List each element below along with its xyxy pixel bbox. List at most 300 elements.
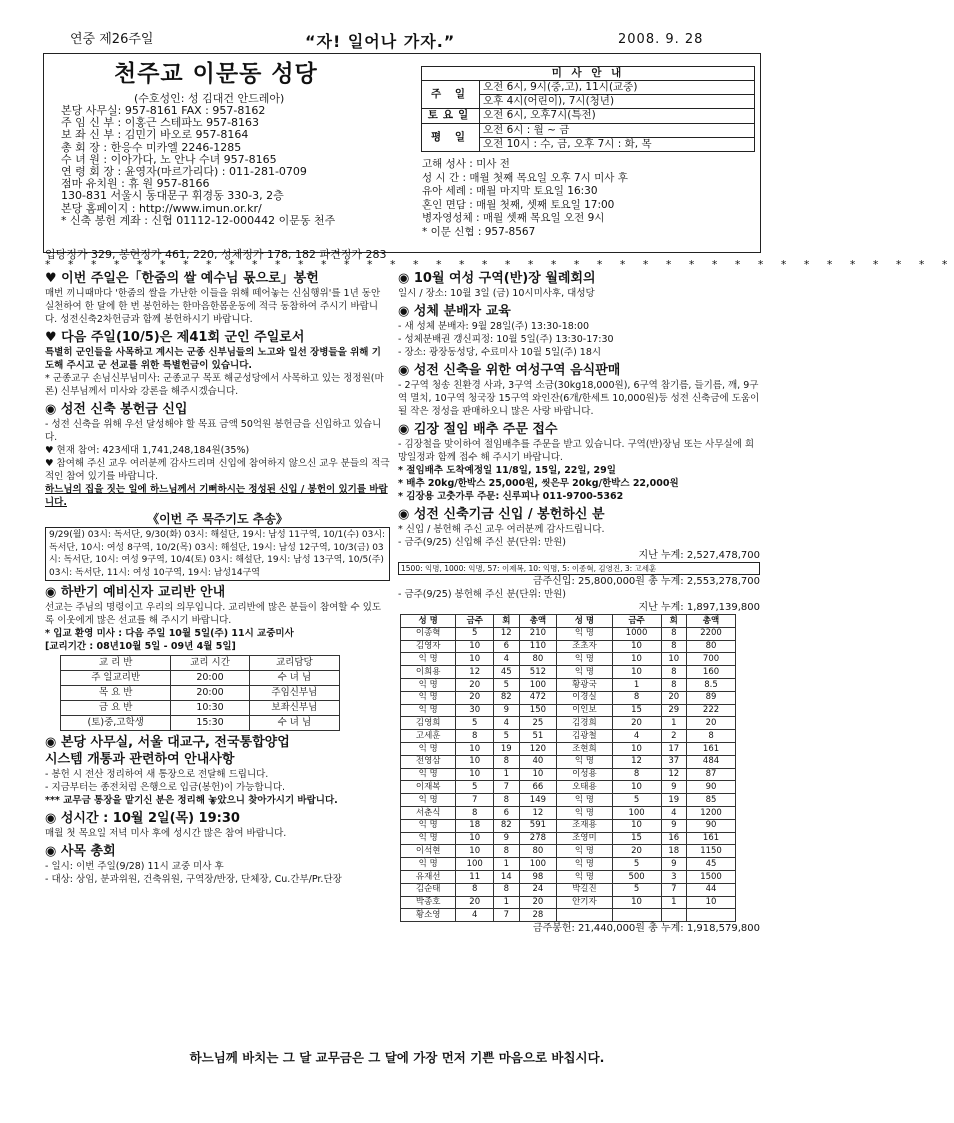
table-cell: 8 (494, 845, 520, 858)
table-cell: 44 (687, 883, 736, 896)
table-cell: 24 (519, 883, 557, 896)
table-cell: 12 (612, 755, 661, 768)
military-sunday-notice (45, 329, 390, 398)
mass-time: 오전 6시, 오후7시(특전) (480, 109, 755, 123)
table-cell: 87 (687, 768, 736, 781)
table-cell: 주 일교리반 (61, 671, 171, 686)
table-cell: 10 (612, 666, 661, 679)
rosary-schedule: 9/29(월) 03시: 독서단, 9/30(화) 03시: 해설단, 19시: 남성 11구역, 10/1(수) 03시: 독서단, 10시: 여성 8구역, 10/2(목) 03시: 해설단, 19시: 남성 12구역, 10/3(금) 03시: 독서단, 10시: 여성 9구역, 10/4(토) 03시: 해설단, 19시: 남성 13구역, 10/5(주) 03시: 독서단, 11시: 여성 10구역, 19시: 남성14구역 (45, 527, 390, 581)
table-cell: 익 명 (557, 806, 612, 819)
contact-line: 수 녀 원 : 이아가다, 노 안나 수녀 957-8165 (61, 152, 277, 166)
table-cell: (토)중,고학생 (61, 716, 171, 731)
section-bold: 특별히 군인들을 사목하고 계시는 군종 신부님들의 노고와 일선 장병들을 위해 기도해 주시고 군 선교를 위한 특별헌금이 있습니다. (45, 347, 381, 371)
table-cell: 66 (519, 781, 557, 794)
homepage-line: 본당 홈페이지 : http://www.imun.or.kr/ (61, 201, 262, 215)
table-cell: 이석현 (401, 845, 456, 858)
week-pledge-sum: 금주신입: 25,800,000원 총 누계: 2,553,278,700 (532, 576, 760, 587)
table-row (401, 730, 736, 743)
table-cell: 익 명 (557, 755, 612, 768)
theme-motto: “자! 일어나 가자.” (305, 32, 456, 51)
section-line: - 지금부터는 종전처럼 은행으로 입금(봉헌)이 가능합니다. (45, 782, 286, 793)
table-cell: 10 (456, 845, 494, 858)
table-cell: 472 (519, 691, 557, 704)
table-cell: 14 (494, 870, 520, 883)
table-cell: 15:30 (171, 716, 249, 731)
table-cell: 484 (687, 755, 736, 768)
table-cell: 8 (612, 691, 661, 704)
table-cell: 총액 (519, 615, 557, 628)
table-cell: 150 (519, 704, 557, 717)
table-cell: 10 (612, 653, 661, 666)
table-cell: 김영희 (401, 717, 456, 730)
table-cell: 20 (456, 896, 494, 909)
table-cell: 회 (494, 615, 520, 628)
table-cell: 8 (661, 627, 687, 640)
table-cell: 7 (494, 909, 520, 922)
table-cell: 익 명 (401, 768, 456, 781)
rice-offering-notice (45, 270, 390, 326)
table-cell: 10 (612, 742, 661, 755)
women-leaders-meeting (398, 270, 760, 300)
patron-saint: (수호성인: 성 김대건 안드레아) (134, 92, 285, 105)
section-title: ◉ 사목 총회 (45, 844, 116, 859)
week-label: 연중 제26주일 (70, 32, 154, 47)
table-cell: 익 명 (401, 678, 456, 691)
contact-line: 보 좌 신 부 : 김민기 바오로 957-8164 (61, 128, 249, 142)
mass-time: 오전 6시 : 월 ~ 금 (480, 123, 755, 137)
table-row (401, 640, 736, 653)
table-row (401, 755, 736, 768)
table-cell: 이경실 (557, 691, 612, 704)
table-cell: 278 (519, 832, 557, 845)
food-sale-notice (398, 362, 760, 418)
rosary-section (45, 512, 390, 581)
table-cell: 20 (687, 717, 736, 730)
table-cell: 161 (687, 742, 736, 755)
mass-schedule-title: 미 사 안 내 (422, 67, 755, 81)
table-cell: 98 (519, 870, 557, 883)
rosary-title: 《이번 주 묵주기도 추송》 (147, 512, 288, 526)
table-cell: 익 명 (401, 832, 456, 845)
table-cell: 20:00 (171, 686, 249, 701)
section-body: 일시 / 장소: 10월 3일 (금) 10시미사후, 대성당 (398, 288, 595, 299)
table-cell: 10 (687, 896, 736, 909)
footer-message: 하느님께 바치는 그 달 교무금은 그 달에 가장 먼저 기쁜 마음으로 바칩시다. (189, 1050, 605, 1065)
table-cell: 100 (456, 858, 494, 871)
building-fund-notice (45, 401, 390, 509)
table-cell: 80 (519, 653, 557, 666)
table-cell: 5 (456, 781, 494, 794)
mass-time: 오전 10시 : 수, 금, 오후 7시 : 화, 목 (480, 137, 755, 151)
table-cell: 17 (661, 742, 687, 755)
table-cell: 161 (687, 832, 736, 845)
table-cell: 9 (494, 832, 520, 845)
table-cell: 5 (494, 730, 520, 743)
table-cell: 익 명 (401, 742, 456, 755)
table-row (401, 627, 736, 640)
section-bold: *** 교무금 통장을 맡기신 분은 정리해 놓았으니 찾아가시기 바랍니다. (45, 795, 338, 806)
section-line: - 새 성체 분배자: 9월 28일(주) 13:30-18:00 (398, 321, 590, 332)
table-cell: 익 명 (557, 666, 612, 679)
table-cell: 20 (456, 678, 494, 691)
table-cell: 100 (519, 858, 557, 871)
table-cell: 보좌신부님 (249, 701, 339, 716)
contact-line: 주 임 신 부 : 이홍근 스테파노 957-8163 (61, 116, 260, 130)
table-cell: 110 (519, 640, 557, 653)
table-cell: 1 (661, 717, 687, 730)
table-cell: 100 (612, 806, 661, 819)
table-cell: 3 (661, 870, 687, 883)
table-row (401, 858, 736, 871)
table-cell: 8 (456, 806, 494, 819)
sacrament-line: 성 시 간 : 매월 첫째 목요일 오후 7시 미사 후 (422, 171, 628, 184)
table-cell: 12 (456, 666, 494, 679)
table-cell: 80 (687, 640, 736, 653)
table-cell: 10 (456, 742, 494, 755)
section-bold: * 배추 20kg/한박스 25,000원, 씻은무 20kg/한박스 22,000원 (398, 478, 679, 489)
table-row (401, 896, 736, 909)
table-cell: 5 (456, 717, 494, 730)
table-cell: 120 (519, 742, 557, 755)
table-cell: 교리담당 (249, 656, 339, 671)
table-cell: 8 (494, 794, 520, 807)
table-cell: 박길진 (557, 883, 612, 896)
table-cell: 160 (687, 666, 736, 679)
table-cell: 10 (456, 768, 494, 781)
table-cell: 500 (612, 870, 661, 883)
table-cell: 1500 (687, 870, 736, 883)
table-cell: 1200 (687, 806, 736, 819)
table-row (401, 819, 736, 832)
sacrament-list (422, 158, 722, 239)
table-cell: 황광국 (557, 678, 612, 691)
table-cell (687, 909, 736, 922)
table-cell: 10:30 (171, 701, 249, 716)
section-title: ◉ 성전 신축 봉헌금 신입 (45, 402, 188, 417)
table-cell: 수 녀 님 (249, 716, 339, 731)
table-cell: 목 요 반 (61, 686, 171, 701)
table-cell: 149 (519, 794, 557, 807)
table-cell: 12 (494, 627, 520, 640)
sacrament-line: 혼인 면담 : 매월 첫째, 셋째 토요일 17:00 (422, 198, 615, 211)
section-bold: 하느님의 집을 짓는 일에 하느님께서 기뻐하시는 정성된 신입 / 봉헌이 있기를 바랍니다. (45, 484, 388, 508)
contact-list (61, 104, 421, 226)
table-cell: 19 (494, 742, 520, 755)
table-cell: 익 명 (401, 691, 456, 704)
table-cell: 황소영 (401, 909, 456, 922)
contact-line: * 신축 봉헌 계좌 : 신협 01112-12-000442 이문동 천주 (61, 213, 336, 227)
table-row (401, 666, 736, 679)
eucharist-minister-education (398, 303, 760, 359)
table-row (401, 678, 736, 691)
table-cell: 5 (612, 883, 661, 896)
table-cell: 김순태 (401, 883, 456, 896)
section-title: ◉ 성시간 : 10월 2일(목) 19:30 (45, 811, 240, 826)
table-cell: 금주 (456, 615, 494, 628)
left-column (45, 270, 390, 889)
table-cell: 유재선 (401, 870, 456, 883)
catechism-schedule-table (60, 655, 340, 731)
table-cell: 조재용 (557, 819, 612, 832)
office-system-notice (45, 734, 390, 807)
parish-title: 천주교 이문동 성당 (114, 61, 318, 87)
section-title: ◉ 10월 여성 구역(반)장 월례회의 (398, 271, 596, 286)
building-fund-donors (398, 506, 760, 935)
table-cell: 90 (687, 819, 736, 832)
section-body: * 군종교구 손님신부님미사: 군종교구 목포 해군성당에서 사목하고 있는 정정원(마론) 신부님께서 미사와 강론을 해주시겠습니다. (45, 373, 384, 397)
contact-line: 점마 유치원 : 휴 원 957-8166 (61, 177, 210, 191)
table-cell: 익 명 (557, 627, 612, 640)
table-cell: 1 (494, 858, 520, 871)
table-cell: 30 (456, 704, 494, 717)
table-cell: 8 (687, 730, 736, 743)
table-cell: 20 (456, 691, 494, 704)
table-row (401, 870, 736, 883)
sacrament-line: 병자영성체 : 매월 셋째 목요일 오전 9시 (422, 212, 605, 224)
table-cell: 8 (456, 883, 494, 896)
table-cell: 이재복 (401, 781, 456, 794)
table-row (401, 653, 736, 666)
section-title: ♥ 다음 주일(10/5)은 제41회 군인 주일로서 (45, 330, 305, 345)
section-line: - 성전 신축을 위해 우선 달성해야 할 목표 금액 50억원 봉헌금을 신입하고 있습니다. (45, 419, 382, 443)
mass-label: 토요일 (422, 109, 480, 123)
table-cell: 8 (494, 755, 520, 768)
table-cell: 9 (661, 858, 687, 871)
table-cell: 222 (687, 704, 736, 717)
section-line: - 금주(9/25) 신입해 주신 분(단위: 만원) (398, 537, 567, 548)
table-cell: 익 명 (401, 653, 456, 666)
table-cell: 10 (456, 640, 494, 653)
table-cell: 회 (661, 615, 687, 628)
table-cell: 5 (494, 678, 520, 691)
table-cell: 6 (494, 640, 520, 653)
table-cell: 10 (612, 819, 661, 832)
kimchi-cabbage-order (398, 421, 760, 503)
table-row (401, 909, 736, 922)
section-title: ◉ 하반기 예비신자 교리반 안내 (45, 585, 226, 600)
table-cell: 4 (456, 909, 494, 922)
table-cell: 성 명 (557, 615, 612, 628)
table-cell: 익 명 (557, 794, 612, 807)
table-cell (661, 909, 687, 922)
table-cell: 512 (519, 666, 557, 679)
section-line: - 금주(9/25) 봉헌해 주신 분(단위: 만원) (398, 589, 567, 600)
table-cell: 고세훈 (401, 730, 456, 743)
table-cell: 4 (661, 806, 687, 819)
sacrament-line: 고해 성사 : 미사 전 (422, 158, 510, 170)
table-cell: 익 명 (401, 858, 456, 871)
table-cell: 10 (612, 781, 661, 794)
table-cell: 8 (612, 768, 661, 781)
section-body: 매번 끼니때마다 '한줌의 쌀을 가난한 이들을 위해 떼어놓는 신심행위'를 1년 동안 실천하여 한 달에 한 번 봉헌하는 한마음한몸운동에 적극 동참하여 주시기 바랍니다. 성전신축2차헌금과 함께 봉헌하시기 바랍니다. (45, 288, 381, 325)
table-cell: 4 (494, 653, 520, 666)
table-cell: 1000 (612, 627, 661, 640)
table-cell: 80 (519, 845, 557, 858)
table-cell: 박종호 (401, 896, 456, 909)
holy-hour-notice (45, 810, 390, 840)
table-cell: 18 (661, 845, 687, 858)
table-cell: 김영자 (401, 640, 456, 653)
table-cell: 28 (519, 909, 557, 922)
table-cell: 수 녀 님 (249, 671, 339, 686)
table-cell: 10 (456, 755, 494, 768)
section-title: ◉ 성전 신축을 위한 여성구역 음식판매 (398, 363, 621, 378)
donation-table (400, 614, 736, 922)
section-bold: [교리기간 : 08년10월 5일 - 09년 4월 5일] (45, 641, 236, 652)
table-cell: 조영미 (557, 832, 612, 845)
table-row (401, 845, 736, 858)
pastoral-assembly-notice (45, 843, 390, 886)
table-cell: 6 (494, 806, 520, 819)
table-cell: 82 (494, 819, 520, 832)
table-cell: 2 (661, 730, 687, 743)
table-cell: 총액 (687, 615, 736, 628)
table-cell: 29 (661, 704, 687, 717)
table-cell: 51 (519, 730, 557, 743)
table-cell: 서춘식 (401, 806, 456, 819)
section-bold: * 김장용 고춧가루 주문: 신루피나 011-9700-5362 (398, 491, 624, 502)
table-cell: 금주 (612, 615, 661, 628)
table-cell: 4 (612, 730, 661, 743)
table-cell: 20:00 (171, 671, 249, 686)
section-body: - 2구역 청송 친환경 사과, 3구역 소금(30kg18,000원), 6구역 참기름, 들기름, 깨, 9구역 멸치, 10구역 청국장 15구역 와인잔(6개/한세트 10,000원)등 성전 신축금에 도움이 될 작은 정성을 판매하오니 많은 사랑 바랍니다. (398, 380, 760, 417)
table-cell: 4 (494, 717, 520, 730)
table-cell: 1 (494, 768, 520, 781)
table-cell: 1 (612, 678, 661, 691)
table-cell: 700 (687, 653, 736, 666)
table-row (401, 794, 736, 807)
mass-time: 오후 4시(어린이), 7시(청년) (480, 95, 755, 109)
sacrament-line: 유아 세례 : 매월 마지막 토요일 16:30 (422, 185, 598, 197)
header-box (43, 53, 761, 253)
star-divider: * * * * * * * * * * * * * * * * * * * * * * * * * * * * * * * * * * * * * * * * (45, 258, 954, 271)
catechumen-notice (45, 584, 390, 731)
table-cell: 15 (612, 832, 661, 845)
mass-schedule-table (421, 66, 755, 152)
section-title: ◉ 성체 분배자 교육 (398, 304, 511, 319)
table-cell: 성 명 (401, 615, 456, 628)
table-cell: 40 (519, 755, 557, 768)
table-cell: 5 (612, 794, 661, 807)
table-cell: 9 (661, 781, 687, 794)
table-cell: 교 리 반 (61, 656, 171, 671)
table-cell: 1150 (687, 845, 736, 858)
section-bold: * 입교 환영 미사 : 다음 주일 10월 5일(주) 11시 교중미사 (45, 628, 294, 639)
table-cell: 10 (612, 640, 661, 653)
section-title: ◉ 본당 사무실, 서울 대교구, 전국통합양업 (45, 735, 290, 750)
table-row (401, 768, 736, 781)
table-cell: 이성용 (557, 768, 612, 781)
table-cell: 익 명 (401, 704, 456, 717)
table-cell: 익 명 (557, 870, 612, 883)
table-cell: 37 (661, 755, 687, 768)
pledge-list: 1500: 익명, 1000: 익명, 57: 이제복, 10: 익명, 5: 이종혁, 김영진, 3: 고세훈 (398, 562, 760, 575)
contact-line: 총 회 장 : 한응수 미카엘 2246-1285 (61, 140, 242, 154)
contact-line: 130-831 서울시 동대문구 휘경동 330-3, 2층 (61, 189, 284, 203)
table-row (401, 806, 736, 819)
table-cell: 주임신부님 (249, 686, 339, 701)
table-cell: 20 (612, 717, 661, 730)
table-cell: 82 (494, 691, 520, 704)
section-title: ◉ 성전 신축기금 신입 / 봉헌하신 분 (398, 507, 605, 522)
section-body: 매월 첫 목요일 저녁 미사 후에 성시간 많은 참여 바랍니다. (45, 828, 287, 839)
section-title: ♥ 이번 주일은「한줌의 쌀 예수님 몫으로」봉헌 (45, 271, 319, 286)
section-title: 시스템 개통과 관련하여 안내사항 (45, 752, 235, 767)
table-cell: 85 (687, 794, 736, 807)
table-cell: 20 (519, 896, 557, 909)
table-cell: 김광철 (557, 730, 612, 743)
section-line: - 대상: 상임, 분과위원, 건축위원, 구역장/반장, 단체장, Cu.간부/Pr.단장 (45, 874, 342, 885)
table-cell: 교리 시간 (171, 656, 249, 671)
section-line: ♥ 참여해 주신 교우 여러분께 감사드리며 신입에 참여하지 않으신 교우 분들의 적극적인 참여 있기를 바랍니다. (45, 458, 390, 482)
table-row (401, 717, 736, 730)
table-row (401, 704, 736, 717)
table-cell: 18 (456, 819, 494, 832)
table-cell: 이인보 (557, 704, 612, 717)
table-cell: 2200 (687, 627, 736, 640)
mass-label: 주 일 (422, 81, 480, 109)
table-cell: 7 (494, 781, 520, 794)
table-cell: 이희용 (401, 666, 456, 679)
section-line: - 봉헌 시 전산 정리하여 새 통장으로 전달해 드립니다. (45, 769, 269, 780)
table-cell: 25 (519, 717, 557, 730)
right-column (398, 270, 760, 938)
table-cell (557, 909, 612, 922)
table-cell: 15 (612, 704, 661, 717)
table-cell: 12 (661, 768, 687, 781)
table-cell: 20 (612, 845, 661, 858)
table-cell: 100 (519, 678, 557, 691)
table-cell: 591 (519, 819, 557, 832)
mass-label: 평 일 (422, 123, 480, 151)
table-cell: 210 (519, 627, 557, 640)
table-cell: 안기자 (557, 896, 612, 909)
table-cell: 7 (456, 794, 494, 807)
section-line: - 성체분배권 갱신피정: 10월 5일(주) 13:30-17:30 (398, 334, 614, 345)
table-cell: 익 명 (557, 858, 612, 871)
table-cell: 8 (661, 640, 687, 653)
section-line: ♥ 현재 참여: 423세대 1,741,248,184원(35%) (45, 445, 250, 456)
table-cell: 조현희 (557, 742, 612, 755)
table-cell: 9 (494, 704, 520, 717)
table-cell: 12 (519, 806, 557, 819)
table-cell: 45 (687, 858, 736, 871)
table-row (401, 832, 736, 845)
table-row (401, 742, 736, 755)
table-cell: 45 (494, 666, 520, 679)
table-cell: 김경희 (557, 717, 612, 730)
section-line: - 장소: 광장동성당, 수료미사 10월 5일(주) 18시 (398, 347, 602, 358)
table-cell: 익 명 (401, 819, 456, 832)
table-cell: 19 (661, 794, 687, 807)
table-cell: 10 (456, 653, 494, 666)
section-title: ◉ 김장 절임 배추 주문 접수 (398, 422, 558, 437)
table-cell: 7 (661, 883, 687, 896)
section-line: - 일시: 이번 주일(9/28) 11시 교중 미사 후 (45, 861, 224, 872)
table-cell: 9 (661, 819, 687, 832)
table-cell: 8.5 (687, 678, 736, 691)
table-cell: 8 (456, 730, 494, 743)
sacrament-line: * 이문 신협 : 957-8567 (422, 225, 536, 238)
table-cell: 8 (661, 678, 687, 691)
table-cell: 20 (661, 691, 687, 704)
section-line: * 신입 / 봉헌해 주신 교우 여러분께 감사드립니다. (398, 524, 605, 535)
sacrament-stats: 입당정가 329, 봉헌정가 461, 220, 성체정가 178, 182 파견정가 283 (45, 248, 387, 261)
table-cell: 10 (519, 768, 557, 781)
table-cell (612, 909, 661, 922)
issue-date: 2008. 9. 28 (618, 32, 704, 47)
table-cell: 8 (494, 883, 520, 896)
